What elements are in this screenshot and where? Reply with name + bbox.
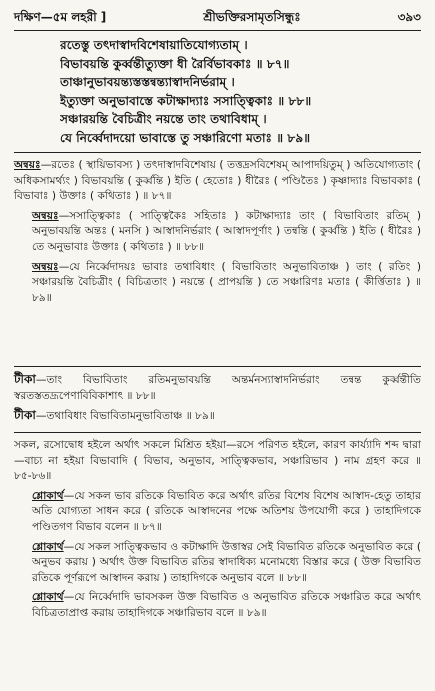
translation-text: —যে সকল সাত্ত্বিকভাব ও কটাক্ষাদি উত্তাস্বর সেই বিভাবিত রতিকে অনুভাবিত করে ( অনুভব করায় ) অর্থাৎ উক্ত বিভাবিত রতির স্বাদাধিক্য মনোমধ্যে বিস্তার করে ( উক্ত বিভাবিত রতিকে পূর্ণরূপে আস্বাদন করায় ) তাহাদিগকে অনুভাব বলে ॥ ৮৮॥ [32,540,421,584]
book-title: শ্রীভক্তিরসামৃতসিন্ধুঃ [203,10,301,24]
anvaya-paragraph [14,260,421,307]
tika-section [14,372,421,425]
anvaya-text: —রতেঃ ( স্থায়িভাবস্য ) তৎদাস্বাদবিশেষায় ( তত্তদ্রসবিশেষম্ আপাদয়িতুম্ ) অতিযোগ্যতাং ( অধিকসামর্থ্যং ) বিভাবয়ন্তি ( কুর্ব্বন্তি ) ইতি ( হেতোঃ ) ধীরৈঃ ( পণ্ডিতৈঃ ) কৃষ্ণাদ্যাঃ বিভাবকাঃ ( বিভাবাঃ ) উক্তাঃ ( কথিতাঃ ) ॥ ৮৭॥ [14,159,421,203]
shlokartha-label: শ্লোকার্থ [32,489,64,502]
anvaya-label: অন্বয়ঃ [14,159,41,171]
tika-label: টীকা [14,372,36,386]
sanskrit-verses [60,36,421,148]
verse-line: তাঞ্চানুভাবয়ন্ত্যস্তস্তন্বন্ত্যাস্বাদনির্ভরাম্ । [60,75,235,90]
verse-line: রতেস্তু তৎদাস্বাদবিশেষায়াতিযোগ্যতাম্ । [60,38,248,52]
anvaya-section [14,158,421,306]
section-divider [14,152,421,153]
translation-text: সকল, রসোদ্বোধ হইলে অর্থাৎ সকলে মিশ্রিত হইয়া—রসে পরিণত হইলে, কারণ কার্য্যাদি শব্দ দ্বারা—বাচ্য না হইয়া বিভাবাদি ( বিভাব, অনুভাব, সাত্ত্বিকভাব, সঞ্চারিভাব ) নাম গ্রহণ করে ॥ ৮৫-৮৬॥ [14,439,421,483]
tika-paragraph [14,372,421,404]
anvaya-label: অন্বয়ঃ [32,209,59,222]
translation-section [14,438,421,622]
translation-text: —যে সকল ভাব রতিকে বিভাবিত করে অর্থাৎ রতির বিশেষ বিশেষ আস্বাদ-হেতু তাহার অতি যোগ্যতা সাধন করে ( রতিকে আস্বাদনের পক্ষে অতিশয় উপযোগী করে ) তাহাদিগকে পণ্ডিতগণ বিভাব বলেন ॥ ৮৭॥ [32,489,421,533]
page-header [14,8,421,31]
translation-paragraph [14,590,421,621]
translation-text: —যে নির্ব্বেদাদি ভাবসকল উক্ত বিভাবিত ও অনুভাবিত রতিকে সঞ্চারিত করে অর্থাৎ বিচিত্রতাপ্রাপ্ত করায় তাহাদিগকে সঞ্চারিভাব বলে ॥ ৮৯॥ [32,591,421,619]
page-number: ৩৯৩ [397,10,421,24]
verse-line: বিভাবয়ন্তি কুর্ব্বন্তীত্যুক্তা ধী রৈর্বিভাবকাঃ ॥ ৮৭॥ [60,56,290,71]
verse-line: যে নির্ব্বেদাদয়ো ভাবাস্তে তু সঞ্চারিণো মতাঃ ॥ ৮৯॥ [60,130,311,145]
anvaya-paragraph [14,209,421,256]
section-divider [14,432,421,433]
shlokartha-label: শ্লোকার্থ [32,591,64,604]
anvaya-label: অন্বয়ঃ [32,260,59,273]
tika-text: —তাং বিভাবিতাং রতিমনুভাবয়ন্তি অন্তর্মনস্যাস্বাদনির্ভরাং তন্বন্ত কুর্ব্বন্তীতি স্বরতস্ততদ্রূপেণাবিবিকাশাৎ ॥ ৮৮॥ [14,374,421,402]
tika-text: —তথাবিধাং বিভাবিতামনুভাবিতাঞ্চ ॥ ৮৯॥ [35,410,215,423]
tika-paragraph [14,408,421,425]
tika-label: টীকা [14,408,36,423]
shlokartha-label: শ্লোকার্থ [32,540,64,553]
translation-paragraph [14,540,421,587]
anvaya-paragraph [14,158,421,205]
translation-paragraph [14,438,421,485]
chapter-heading: দক্ষিণ—৫ম লহরী ] [14,10,107,24]
verse-line: সঞ্চারয়ন্তি বৈচিত্রীং নয়ন্তে তাং তথাবিধাম্ । [60,112,267,127]
anvaya-text: —সসাত্ত্বিকাঃ ( সাত্ত্বিকৈঃ সহিতাঃ ) কটাক্ষাদ্যাঃ তাং ( বিভাবিতাং রতিম্ ) অনুভাবয়ন্তি অন্তঃ ( মনসি ) আস্বাদনির্ভরাং ( আস্বাদপূর্ণাং ) তন্বন্তি ( কুর্ব্বন্তি ) ইতি ( ধীরৈঃ ) তে অনুভাবাঃ উক্তাঃ ( কথিতাঃ ) ॥ ৮৮॥ [32,209,421,253]
section-divider [14,366,421,367]
verse-line: ইত্যুক্তা অনুভাবাস্তে কটাক্ষাদ্যাঃ সসাত্ত্বিকাঃ ॥ ৮৮॥ [60,93,312,108]
translation-paragraph [14,489,421,536]
anvaya-text: —যে নির্ব্বেদাদয়ঃ ভাবাঃ তথাবিধাং ( বিভাবিতাং অনুভাবিতাঞ্চ ) তাং ( রতিং ) সঞ্চারয়ন্তি বৈচিত্রীং ( বিচিত্রতাং ) নয়ন্তে ( প্রাপয়ন্তি ) তে সঞ্চারিণঃ মতাঃ ( কীর্ত্তিতাঃ ) ॥ ৮৯॥ [32,260,421,304]
